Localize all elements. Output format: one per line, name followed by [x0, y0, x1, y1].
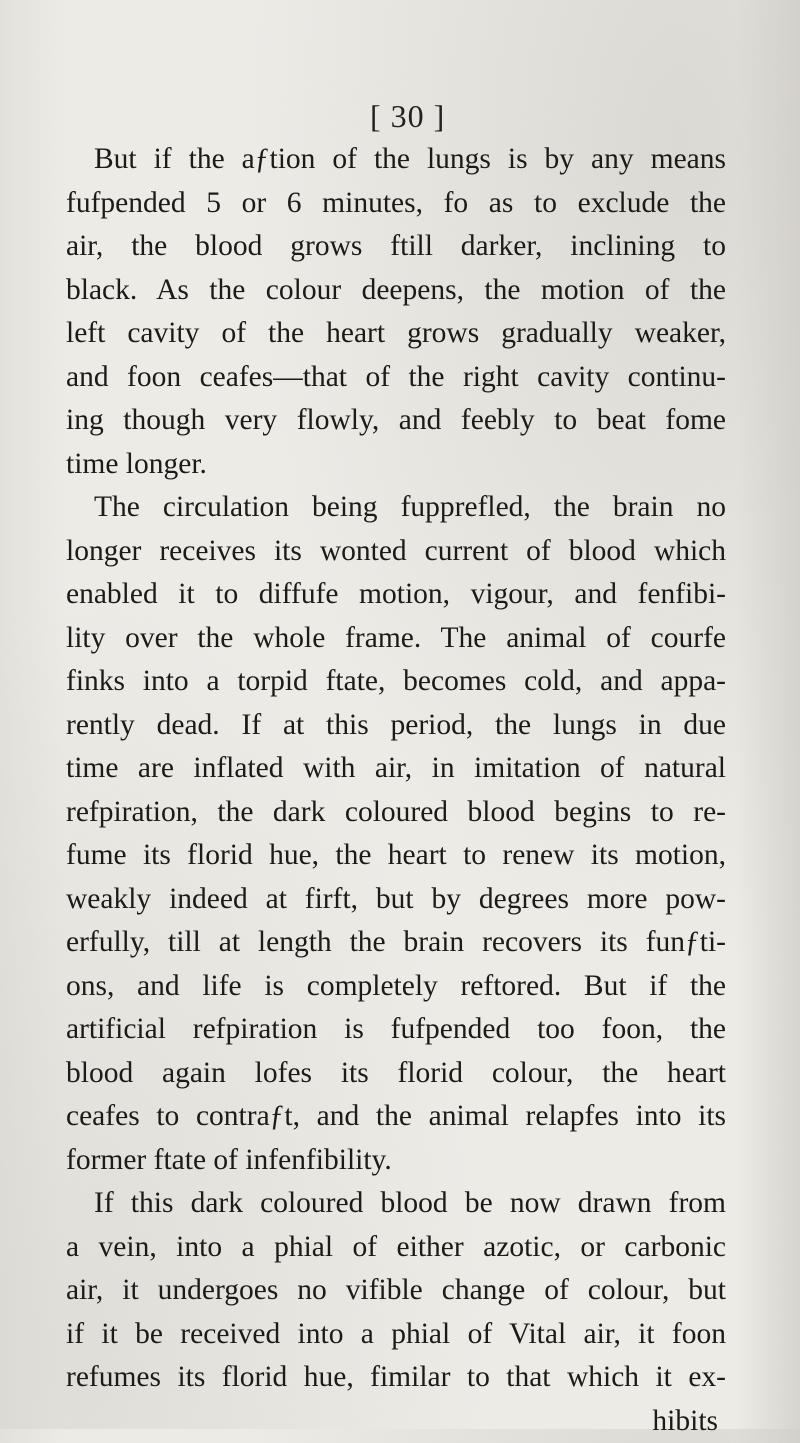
body-text: [66, 138, 726, 1443]
text-line: left cavity of the heart grows gradually weaker,: [66, 312, 726, 356]
text-line: blood again lofes its florid colour, the heart: [66, 1052, 726, 1096]
text-line: weakly indeed at firft, but by degrees more pow-: [66, 878, 726, 922]
text-line: time longer.: [66, 443, 726, 487]
text-line: If this dark coloured blood be now drawn from: [66, 1182, 726, 1226]
text-line: lity over the whole frame. The animal of courfe: [66, 617, 726, 661]
text-line: The circulation being fupprefled, the brain no: [66, 486, 726, 530]
text-line: fume its florid hue, the heart to renew its motion,: [66, 834, 726, 878]
text-line: refpiration, the dark coloured blood begins to re-: [66, 791, 726, 835]
text-line: rently dead. If at this period, the lungs in due: [66, 704, 726, 748]
text-line: ons, and life is completely reftored. But if the: [66, 965, 726, 1009]
text-line: air, it undergoes no vifible change of colour, but: [66, 1269, 726, 1313]
text-line: former ftate of infenfibility.: [66, 1139, 726, 1183]
text-line: if it be received into a phial of Vital air, it foon: [66, 1313, 726, 1357]
page-number: [ 30 ]: [370, 98, 530, 135]
text-line: refumes its florid hue, fimilar to that which it ex-: [66, 1356, 726, 1400]
text-line: artificial refpiration is fufpended too foon, the: [66, 1008, 726, 1052]
text-line: erfully, till at length the brain recovers its funƒti-: [66, 921, 726, 965]
text-line: a vein, into a phial of either azotic, or carbonic: [66, 1226, 726, 1270]
text-line: air, the blood grows ftill darker, inclining to: [66, 225, 726, 269]
text-line: longer receives its wonted current of blood which: [66, 530, 726, 574]
text-line: time are inflated with air, in imitation of natural: [66, 747, 726, 791]
text-line: enabled it to diffufe motion, vigour, and fenfibi-: [66, 573, 726, 617]
text-line: finks into a torpid ftate, becomes cold, and appa-: [66, 660, 726, 704]
text-line: ing though very flowly, and feebly to beat fome: [66, 399, 726, 443]
text-line: black. As the colour deepens, the motion of the: [66, 269, 726, 313]
text-line: fufpended 5 or 6 minutes, fo as to exclude the: [66, 182, 726, 226]
text-line: and foon ceafes—that of the right cavity continu-: [66, 356, 726, 400]
catchword: hibits: [66, 1400, 726, 1443]
text-line: ceafes to contraƒt, and the animal relapfes into its: [66, 1095, 726, 1139]
text-line: But if the aƒtion of the lungs is by any means: [66, 138, 726, 182]
